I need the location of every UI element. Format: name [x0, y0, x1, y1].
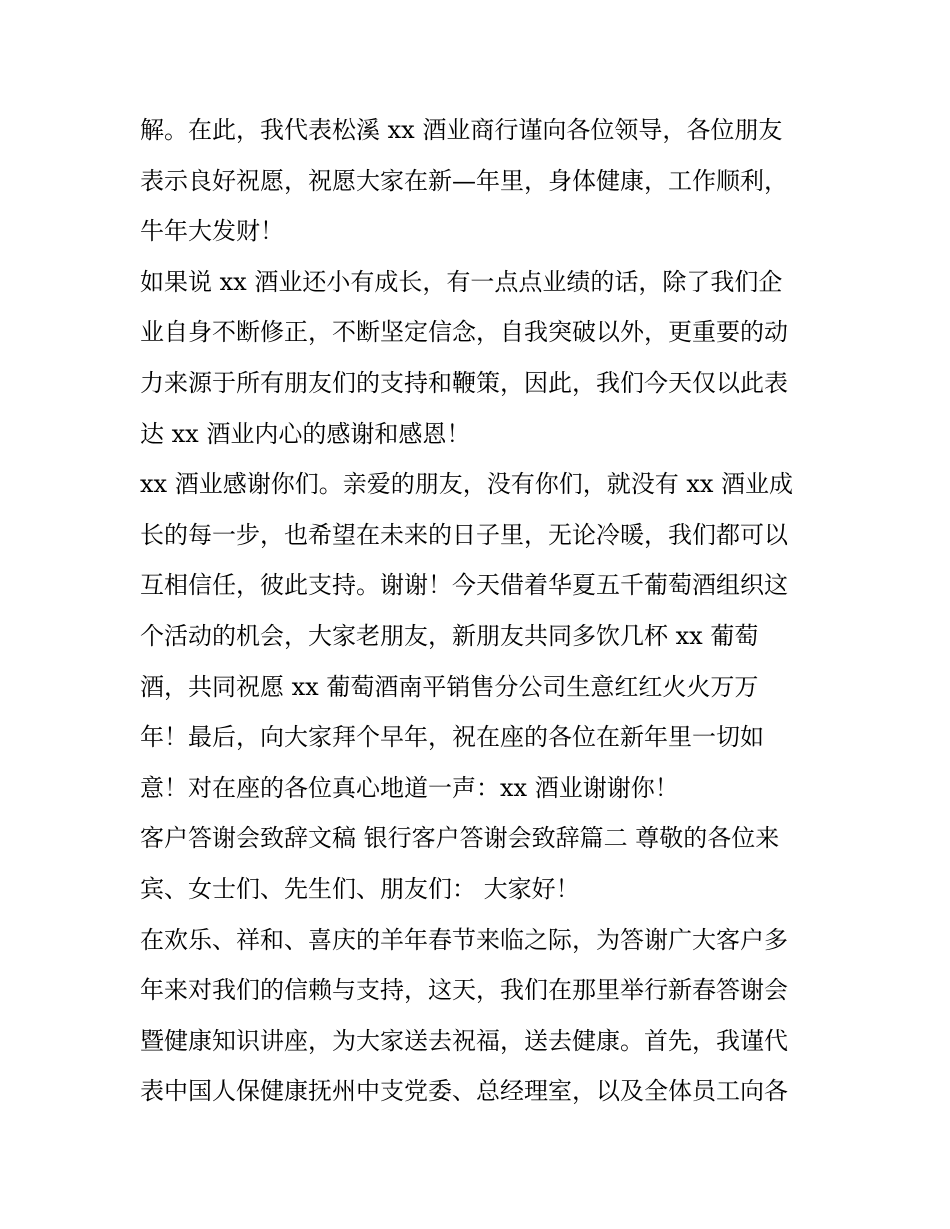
text-line: 酒，共同祝愿 xx 葡萄酒南平销售分公司生意红红火火万万 — [140, 672, 759, 701]
text-line: 意！对在座的各位真心地道一声：xx 酒业谢谢你！ — [140, 773, 679, 802]
text-line: 表示良好祝愿，祝愿大家在新—年里，身体健康，工作顺利， — [140, 166, 788, 195]
text-line: 长的每一步，也希望在未来的日子里，无论冷暖，我们都可以 — [140, 520, 788, 549]
text-line: 业自身不断修正，不断坚定信念，自我突破以外，更重要的动 — [140, 318, 788, 347]
text-line: 表中国人保健康抚州中支党委、总经理室，以及全体员工向各 — [140, 1077, 788, 1106]
text-line: xx 酒业感谢你们。亲爱的朋友，没有你们，就没有 xx 酒业成 — [140, 470, 794, 499]
document-body — [140, 105, 830, 1117]
text-line: 如果说 xx 酒业还小有成长，有一点点业绩的话，除了我们企 — [140, 267, 783, 296]
text-line: 宾、女士们、先生们、朋友们： 大家好！ — [140, 874, 580, 903]
text-line: 暨健康知识讲座，为大家送去祝福，送去健康。首先，我谨代 — [140, 1026, 788, 1055]
text-line: 牛年大发财！ — [140, 217, 284, 246]
text-line: 个活动的机会，大家老朋友，新朋友共同多饮几杯 xx 葡萄 — [140, 621, 759, 650]
text-line: 达 xx 酒业内心的感谢和感恩！ — [140, 419, 471, 448]
text-line: 在欢乐、祥和、喜庆的羊年春节来临之际，为答谢广大客户多 — [140, 925, 788, 954]
text-line: 解。在此，我代表松溪 xx 酒业商行谨向各位领导，各位朋友 — [140, 116, 783, 144]
text-line: 年！最后，向大家拜个早年，祝在座的各位在新年里一切如 — [140, 723, 764, 752]
text-line: 互相信任，彼此支持。谢谢！今天借着华夏五千葡萄酒组织这 — [140, 571, 788, 600]
text-line: 客户答谢会致辞文稿 银行客户答谢会致辞篇二 尊敬的各位来 — [140, 824, 780, 853]
text-line: 年来对我们的信赖与支持，这天，我们在那里举行新春答谢会 — [140, 976, 788, 1005]
text-line: 力来源于所有朋友们的支持和鞭策，因此，我们今天仅以此表 — [140, 368, 788, 397]
